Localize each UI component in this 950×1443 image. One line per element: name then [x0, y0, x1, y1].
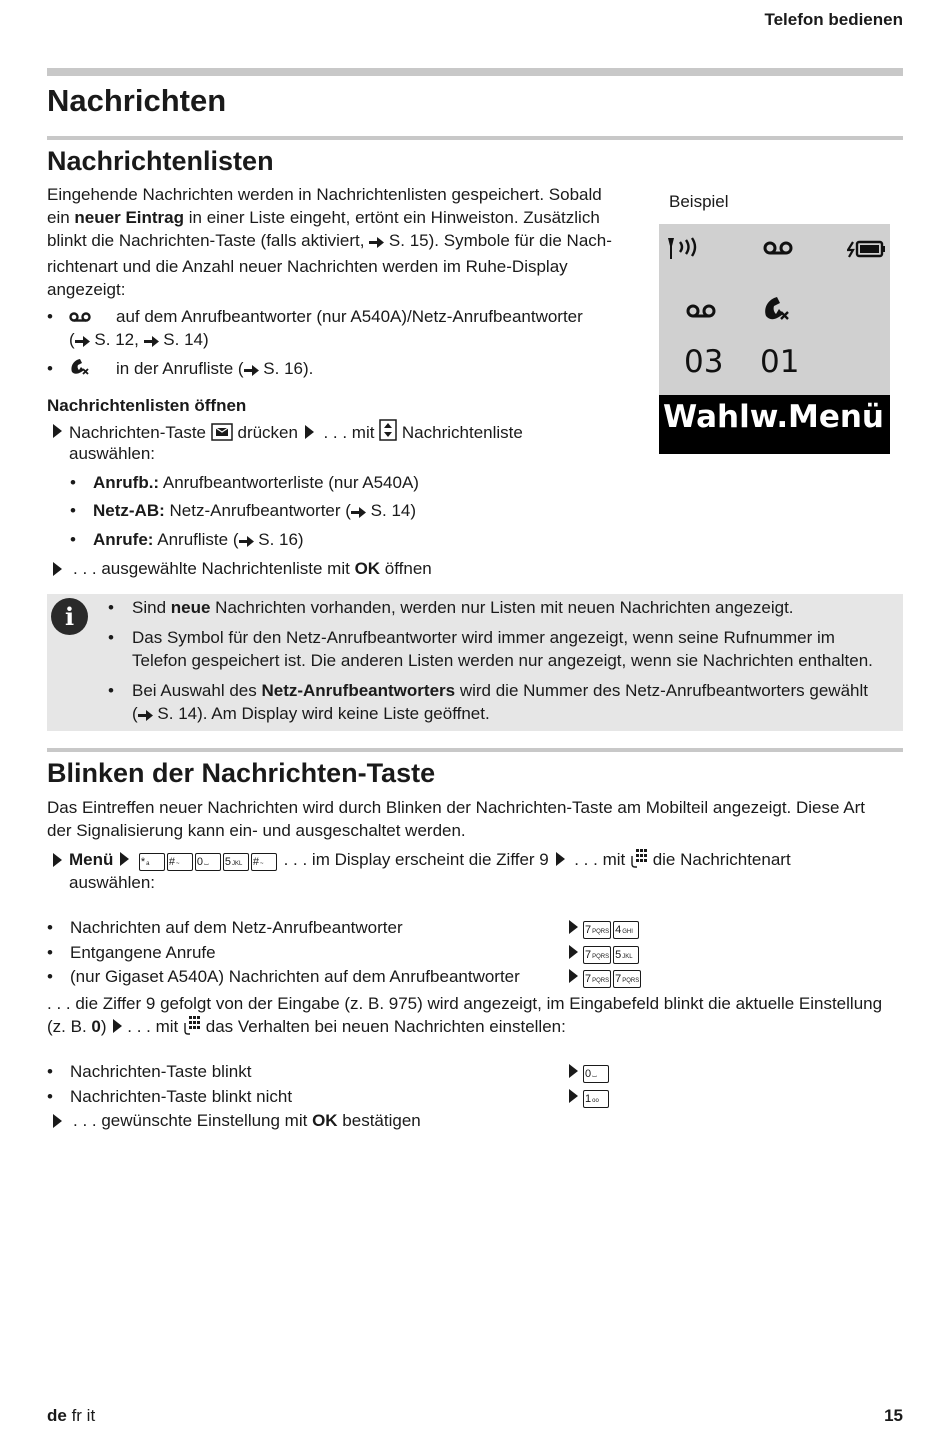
step-arrow-icon — [53, 424, 62, 438]
section-rule — [47, 748, 903, 752]
step-arrow-icon — [569, 920, 578, 934]
softkey-left: Wahlw. — [663, 399, 789, 435]
handset-display-example — [659, 224, 890, 454]
intro-line: blinkt die Nachrichten-Taste (falls aktiviert, S. 15). Symbole für die Nach- — [47, 229, 647, 255]
key-sequence — [139, 850, 284, 869]
intro-paragraph — [47, 183, 647, 301]
missed-calls-count: 01 — [760, 344, 800, 380]
step-arrow-icon — [569, 1064, 578, 1078]
missed-call-icon — [69, 358, 91, 382]
step-arrow-icon — [113, 1019, 122, 1033]
softkey-right: Menü — [787, 399, 884, 435]
seven-key: 7PQRS — [583, 921, 611, 939]
page-number: 15 — [884, 1406, 903, 1425]
step-arrow-icon — [556, 852, 565, 866]
step-arrow-icon — [120, 852, 129, 866]
step-arrow-icon — [53, 1114, 62, 1128]
reference-arrow-icon — [369, 232, 384, 255]
reference-arrow-icon — [239, 531, 254, 554]
reference-arrow-icon — [244, 360, 259, 383]
message-key-icon — [211, 423, 233, 447]
softkey-bar — [659, 395, 890, 454]
seven-key: 7PQRS — [583, 970, 611, 988]
answering-machine-icon — [685, 303, 717, 327]
hash-key: #~ — [251, 853, 277, 871]
seven-key: 7PQRS — [613, 970, 641, 988]
subheading-open-lists: Nachrichtenlisten öffnen — [47, 396, 247, 415]
title-rule — [47, 68, 903, 76]
one-key: 1oo — [583, 1090, 609, 1108]
zero-key: 0⌴ — [583, 1065, 609, 1083]
zero-key: 0⌴ — [195, 853, 221, 871]
intro-line: ein neuer Eintrag in einer Liste eingeht, ertönt ein Hinweiston. Zusätzlich — [47, 208, 600, 227]
five-key: 5JKL — [223, 853, 249, 871]
seven-key: 7PQRS — [583, 946, 611, 964]
missed-call-icon — [762, 296, 792, 328]
keypad-icon — [183, 1015, 201, 1041]
intro-line: Eingehende Nachrichten werden in Nachrichtenlisten gespeichert. Sobald — [47, 185, 602, 204]
info-icon: i — [51, 598, 88, 635]
section2-intro: Das Eintreffen neuer Nachrichten wird durch Blinken der Nachrichten-Taste am Mobilteil angezeigt. Diese Art der Signalisierung kann ein- und ausgeschaltet werden. — [47, 798, 865, 840]
section-rule — [47, 136, 903, 140]
section-title-nachrichtenlisten: Nachrichtenlisten — [47, 146, 274, 176]
page-title: Nachrichten — [47, 83, 227, 118]
list-item-text: in der Anrufliste ( — [116, 359, 244, 378]
setting-explanation: . . . die Ziffer 9 gefolgt von der Eingabe (z. B. 975) wird angezeigt, im Eingabefeld blinkt die aktuelle Einstellung (z. B. 0) . . . mit das Verhalten bei neuen Nachrichten einstellen: — [47, 992, 907, 1041]
step-arrow-icon — [569, 1089, 578, 1103]
star-key: *a — [139, 853, 165, 871]
step-arrow-icon — [53, 853, 62, 867]
answering-machine-count: 03 — [684, 344, 724, 380]
example-caption: Beispiel — [669, 192, 729, 211]
footer-languages: de fr it — [47, 1406, 96, 1425]
hash-key: #~ — [167, 853, 193, 871]
five-key: 5JKL — [613, 946, 639, 964]
four-key: 4GHI — [613, 921, 639, 939]
section-title-blinken: Blinken der Nachrichten-Taste — [47, 758, 436, 788]
keypad-icon — [630, 848, 648, 874]
signal-icon — [664, 236, 704, 268]
reference-arrow-icon — [138, 705, 153, 728]
step-arrow-icon — [305, 425, 314, 439]
step-arrow-icon — [569, 969, 578, 983]
reference-arrow-icon — [351, 502, 366, 525]
navigation-key-icon — [379, 419, 397, 447]
reference-arrow-icon — [144, 331, 159, 354]
intro-line: richtenart und die Anzahl neuer Nachrichten werden im Ruhe-Display — [47, 257, 568, 276]
answering-machine-icon — [762, 240, 794, 264]
list-item-text: auf dem Anrufbeantworter (nur A540A)/Netz-Anrufbeantworter — [116, 307, 583, 326]
step-arrow-icon — [53, 562, 62, 576]
reference-arrow-icon — [75, 331, 90, 354]
intro-line: angezeigt: — [47, 280, 126, 299]
running-header: Telefon bedienen — [764, 10, 903, 29]
battery-charging-icon — [847, 240, 885, 264]
step-arrow-icon — [569, 945, 578, 959]
